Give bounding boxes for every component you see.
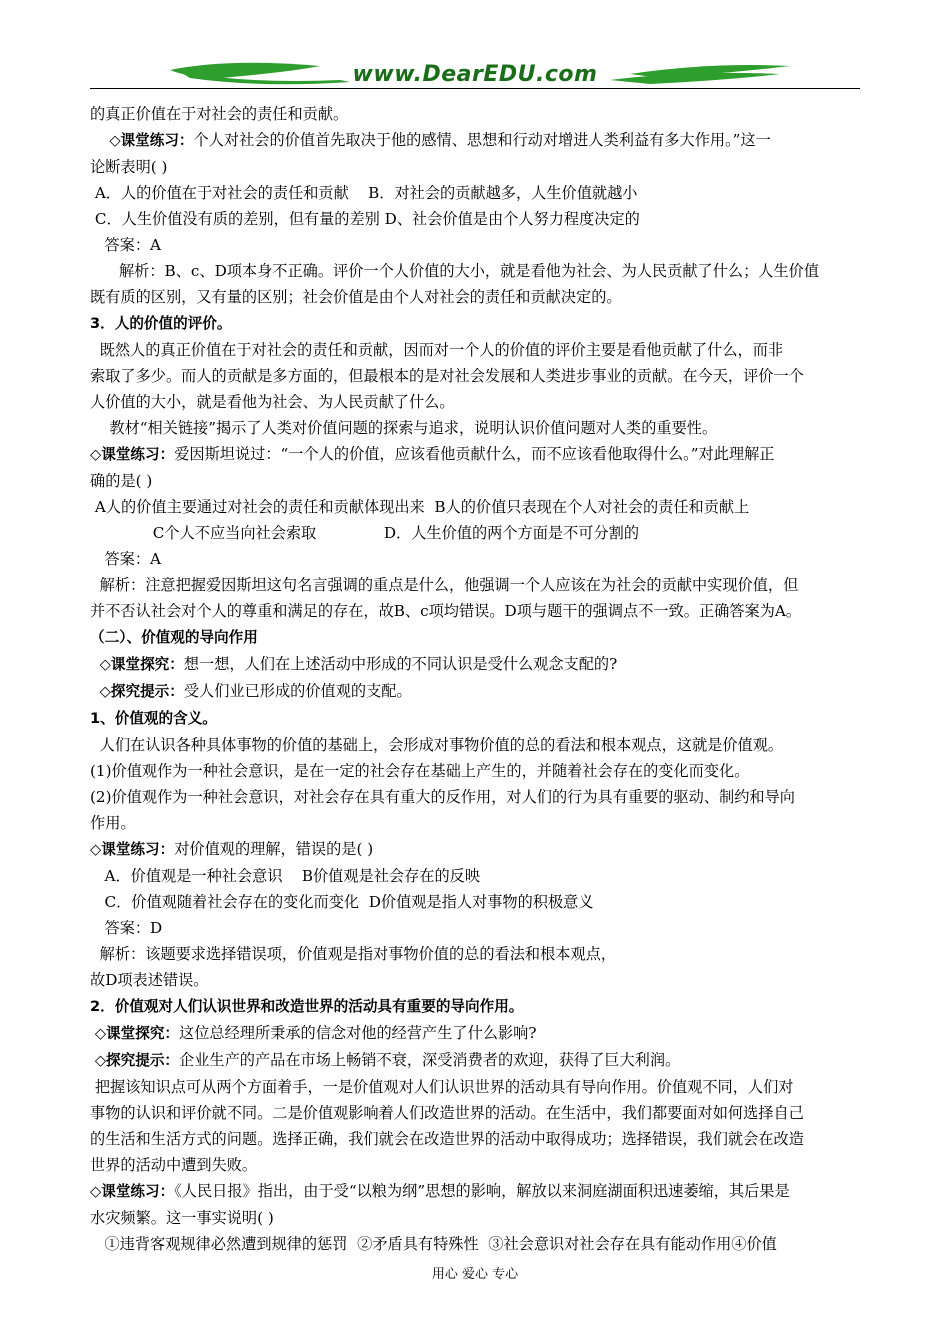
text-line <box>90 101 862 127</box>
line-indent <box>90 262 119 280</box>
text-line <box>90 468 862 494</box>
line-text: 《人民日报》指出，由于受“以粮为纲”思想的影响，解放以来洞庭湖面积迅速萎缩，其后果是 <box>174 1182 790 1200</box>
text-line <box>90 915 862 941</box>
line-text: 企业生产的产品在市场上畅销不衰，深受消费者的欢迎，获得了巨大利润。 <box>179 1051 681 1069</box>
header-url: www.DearEDU.com <box>352 62 598 87</box>
text-line <box>90 1152 862 1178</box>
text-line <box>90 232 862 258</box>
page-header <box>90 58 860 92</box>
line-indent <box>90 524 153 542</box>
text-line <box>90 1231 862 1257</box>
text-line <box>90 1047 862 1074</box>
line-text: 人们在认识各种具体事物的价值的基础上，会形成对事物价值的总的看法和根本观点，这就是价值观。 <box>99 736 784 754</box>
bold-label: 3．人的价值的评价。 <box>90 315 232 332</box>
line-text: 对价值观的理解，错误的是( ) <box>174 840 374 858</box>
line-indent <box>90 736 100 754</box>
line-text: 事物的认识和评价就不同。二是价值观影响着人们改造世界的活动。在生活中，我们都要面对如何选择自己 <box>90 1104 804 1122</box>
line-text: (1)价值观作为一种社会意识，是在一定的社会存在基础上产生的，并随着社会存在的变化而变化。 <box>90 762 750 780</box>
line-text: C个人不应当向社会索取 D．人生价值的两个方面是不可分割的 <box>152 524 640 542</box>
text-line <box>90 572 862 598</box>
text-line <box>90 678 862 705</box>
line-text: C．人生价值没有质的差别，但有量的差别 D、社会价值是由个人努力程度决定的 <box>94 210 640 228</box>
bold-label: ◇探究提示： <box>94 1052 180 1069</box>
text-line <box>90 546 862 572</box>
line-text: 把握该知识点可从两个方面着手，一是价值观对人们认识世界的活动具有导向作用。价值观不同，人们对 <box>94 1078 794 1096</box>
line-indent <box>90 550 104 568</box>
text-line <box>90 941 862 967</box>
line-text: 人价值的大小，就是看他为社会、为人民贡献了什么。 <box>90 393 455 411</box>
text-line <box>90 651 862 678</box>
line-indent <box>90 1235 104 1253</box>
line-text: 解析：该题要求选择错误项，价值观是指对事物价值的总的看法和根本观点， <box>99 945 617 963</box>
text-line <box>90 889 862 915</box>
text-line <box>90 206 862 232</box>
text-line <box>90 863 862 889</box>
bold-label: 1、价值观的含义。 <box>90 710 217 727</box>
line-text: 世界的活动中遭到失败。 <box>90 1156 258 1174</box>
line-text: 受人们业已形成的价值观的支配。 <box>183 682 412 700</box>
line-text: 爱因斯坦说过：“一个人的价值，应该看他贡献什么，而不应该看他取得什么。”对此理解正 <box>174 445 775 463</box>
line-indent <box>90 867 104 885</box>
text-line <box>90 337 862 363</box>
text-line <box>90 1178 862 1205</box>
text-line <box>90 836 862 863</box>
text-line <box>90 784 862 810</box>
text-line <box>90 1100 862 1126</box>
line-text: C．价值观随着社会存在的变化而变化 D价值观是指人对事物的积极意义 <box>104 893 594 911</box>
text-line <box>90 154 862 180</box>
bold-label: ◇课堂练习： <box>109 132 194 149</box>
line-text: (2)价值观作为一种社会意识，对社会存在具有重大的反作用，对人们的行为具有重要的驱动、制约和导向 <box>90 788 795 806</box>
bold-label: 2．价值观对人们认识世界和改造世界的活动具有重要的导向作用。 <box>90 998 524 1015</box>
text-line <box>90 624 862 651</box>
text-line <box>90 993 862 1020</box>
line-indent <box>90 341 100 359</box>
text-line <box>90 415 862 441</box>
text-line <box>90 1074 862 1100</box>
bold-label: ◇课堂练习： <box>90 1183 175 1200</box>
line-text: 想一想，人们在上述活动中形成的不同认识是受什么观念支配的? <box>183 655 618 673</box>
line-text: 的生活和生活方式的问题。选择正确，我们就会在改造世界的活动中取得成功；选择错误，我们就会在改造 <box>90 1130 804 1148</box>
line-text: 答案：A <box>104 236 162 254</box>
text-line <box>90 758 862 784</box>
line-text: 个人对社会的价值首先取决于他的感情、思想和行动对增进人类利益有多大作用。”这一 <box>193 131 771 149</box>
line-indent <box>90 682 100 700</box>
line-indent <box>90 919 104 937</box>
text-line <box>90 1205 862 1231</box>
text-line <box>90 363 862 389</box>
line-text: 解析：B、c、D项本身不正确。评价一个人价值的大小，就是看他为社会、为人民贡献了什么；人生价值 <box>118 262 820 280</box>
text-line <box>90 598 862 624</box>
line-text: 答案：A <box>104 550 162 568</box>
line-indent <box>90 576 100 594</box>
line-indent <box>90 131 109 149</box>
text-line <box>90 180 862 206</box>
bold-label: ◇课堂探究： <box>94 1025 180 1042</box>
line-text: 解析：注意把握爱因斯坦这句名言强调的重点是什么，他强调一个人应该在为社会的贡献中实现价值，但 <box>99 576 799 594</box>
line-text: 既有质的区别，又有量的区别；社会价值是由个人对社会的责任和贡献决定的。 <box>90 288 622 306</box>
line-text: 既然人的真正价值在于对社会的责任和贡献，因而对一个人的价值的评价主要是看他贡献了什么，而非 <box>99 341 784 359</box>
page-footer: 用心 爱心 专心 <box>431 1267 519 1282</box>
line-indent <box>90 419 109 437</box>
text-line <box>90 127 862 154</box>
text-line <box>90 258 862 284</box>
line-indent <box>90 945 100 963</box>
text-line <box>90 705 862 732</box>
line-indent <box>90 893 104 911</box>
line-text: 索取了多少。而人的贡献是多方面的，但最根本的是对社会发展和人类进步事业的贡献。在今天，评价一个 <box>90 367 804 385</box>
line-text: A人的价值主要通过对社会的责任和贡献体现出来 B人的价值只表现在个人对社会的责任和贡献上 <box>94 498 750 516</box>
text-line <box>90 494 862 520</box>
line-text: 答案：D <box>104 919 163 937</box>
line-indent <box>90 655 100 673</box>
text-line <box>90 389 862 415</box>
text-line <box>90 284 862 310</box>
line-text: 这位总经理所秉承的信念对他的经营产生了什么影响? <box>179 1024 537 1042</box>
line-text: 故D项表述错误。 <box>90 971 209 989</box>
text-line <box>90 310 862 337</box>
bold-label: ◇探究提示： <box>99 683 184 700</box>
line-text: ①违背客观规律必然遭到规律的惩罚 ②矛盾具有特殊性 ③社会意识对社会存在具有能动作用④价值 <box>104 1235 777 1253</box>
line-text: 水灾频繁。这一事实说明( ) <box>90 1209 274 1227</box>
text-line <box>90 1020 862 1047</box>
line-indent <box>90 236 104 254</box>
text-line <box>90 441 862 468</box>
text-line <box>90 732 862 758</box>
bold-label: ◇课堂练习： <box>90 446 175 463</box>
line-text: 作用。 <box>90 814 136 832</box>
text-line <box>90 810 862 836</box>
bold-label: ◇课堂探究： <box>99 656 184 673</box>
text-line <box>90 1126 862 1152</box>
line-text: 教材“相关链接”揭示了人类对价值问题的探索与追求，说明认识价值问题对人类的重要性。 <box>109 419 718 437</box>
line-text: 的真正价值在于对社会的责任和贡献。 <box>90 105 349 123</box>
document-body <box>90 101 862 1257</box>
bold-label: （二）、价值观的导向作用 <box>90 629 258 646</box>
line-text: 并不否认社会对个人的尊重和满足的存在，故B、c项均错误。D项与题干的强调点不一致。正确答案为A。 <box>90 602 802 620</box>
header-rule <box>90 88 860 89</box>
line-text: A．价值观是一种社会意识 B价值观是社会存在的反映 <box>104 867 481 885</box>
text-line <box>90 520 862 546</box>
line-text: A．人的价值在于对社会的责任和贡献 B．对社会的贡献越多，人生价值就越小 <box>94 184 638 202</box>
bold-label: ◇课堂练习： <box>90 841 175 858</box>
line-text: 论断表明( ) <box>90 158 168 176</box>
line-text: 确的是( ) <box>90 472 153 490</box>
text-line <box>90 967 862 993</box>
